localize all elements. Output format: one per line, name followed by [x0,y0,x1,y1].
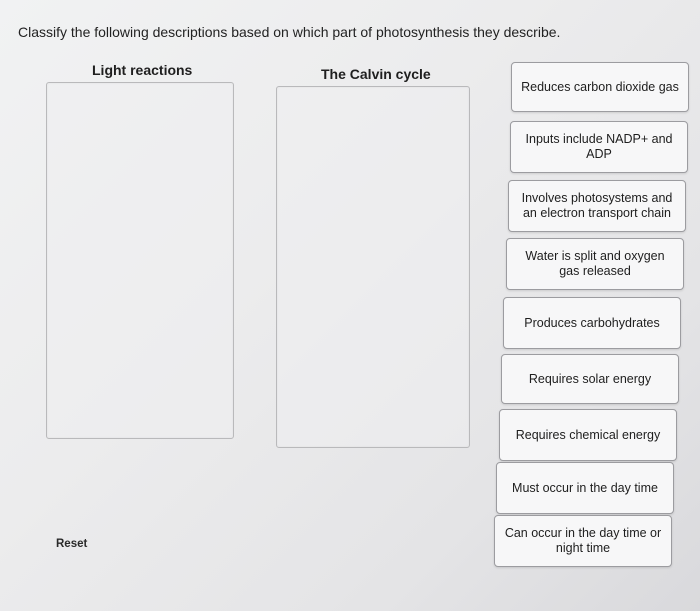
bin-label-light-reactions: Light reactions [92,62,193,78]
reset-button[interactable]: Reset [56,538,88,550]
card-reduces-carbon-dioxide[interactable]: Reduces carbon dioxide gas [511,62,689,112]
card-day-or-night[interactable]: Can occur in the day time or night time [494,515,672,567]
bin-light-reactions[interactable] [46,82,234,439]
card-inputs-nadp-adp[interactable]: Inputs include NADP+ and ADP [510,121,688,173]
card-requires-chemical-energy[interactable]: Requires chemical energy [499,409,677,461]
card-requires-solar-energy[interactable]: Requires solar energy [501,354,679,404]
card-water-split[interactable]: Water is split and oxygen gas released [506,238,684,290]
instruction-text: Classify the following descriptions based on which part of photosynthesis they describe. [18,24,561,40]
card-photosystems-etc[interactable]: Involves photosystems and an electron transport chain [508,180,686,232]
card-produces-carbohydrates[interactable]: Produces carbohydrates [503,297,681,349]
bin-calvin-cycle[interactable] [276,86,470,448]
bin-label-calvin-cycle: The Calvin cycle [321,66,431,82]
card-must-occur-daytime[interactable]: Must occur in the day time [496,462,674,514]
